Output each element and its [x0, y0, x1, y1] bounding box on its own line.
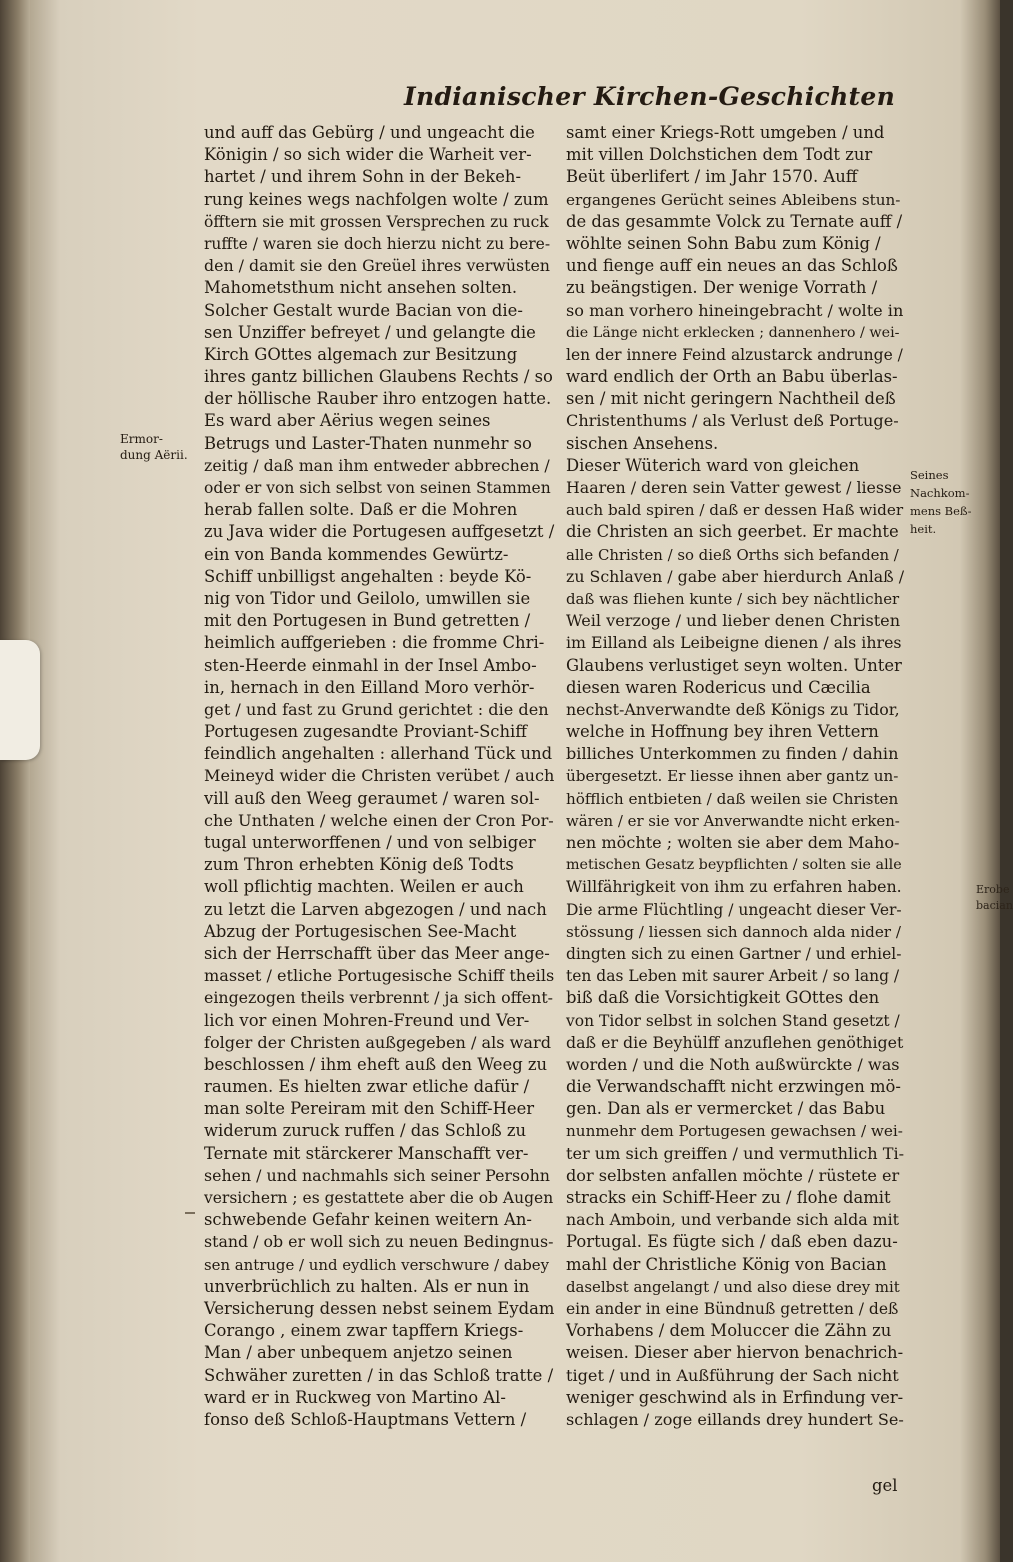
margin-dash-mark — [185, 1212, 195, 1214]
text-line: Glaubens verlustiget seyn wolten. Unter — [566, 655, 902, 675]
text-line: nen möchte ; wolten sie aber dem Maho- — [566, 833, 900, 852]
text-line: und fienge auff ein neues an das Schloß — [566, 256, 898, 276]
text-line: wöhlte seinen Sohn Babu zum König / — [566, 233, 881, 253]
text-line: Haaren / deren sein Vatter gewest / liesse — [566, 478, 902, 497]
text-line: eingezogen theils verbrennt / ja sich offent- — [204, 988, 554, 1008]
text-line: Kirch GOttes algemach zur Besitzung — [204, 344, 518, 364]
book-binding — [0, 0, 30, 1562]
text-line: Man / aber unbequem anjetzo seinen — [204, 1343, 513, 1363]
margin-note-right — [910, 468, 972, 540]
text-line: ergangenes Gerücht seines Ableibens stun- — [566, 190, 901, 209]
text-line: nach Amboin, und verbande sich alda mit — [566, 1210, 900, 1230]
text-line: nig von Tidor und Geilolo, umwillen sie — [204, 588, 531, 608]
text-line: stracks ein Schiff-Heer zu / flohe damit — [566, 1188, 891, 1207]
text-line: ein von Banda kommendes Gewürtz- — [204, 544, 509, 564]
text-line: Versicherung dessen nebst seinem Eydam — [204, 1298, 555, 1318]
text-line: ward er in Ruckweg von Martino Al- — [204, 1387, 506, 1407]
text-line: ward endlich der Orth an Babu überlas- — [566, 367, 898, 387]
text-line: sen / mit nicht geringern Nachtheil deß — [566, 389, 896, 409]
text-line: tiget / und in Außführung der Sach nicht — [566, 1365, 899, 1385]
text-line: Portugesen zugesandte Proviant-Schiff — [204, 722, 527, 742]
text-line: Solcher Gestalt wurde Bacian von die- — [204, 300, 523, 320]
text-line: daß was fliehen kunte / sich bey nächtlicher — [566, 589, 900, 608]
left-text-column — [204, 122, 554, 1431]
text-line: tugal unterworffenen / und von selbiger — [204, 833, 536, 852]
text-line: übergesetzt. Er liesse ihnen aber gantz un- — [566, 767, 899, 786]
page-tab-marker — [0, 640, 40, 760]
text-line: get / und fast zu Grund gerichtet : die den — [204, 699, 549, 719]
text-line: in, hernach in den Eilland Moro verhör- — [204, 677, 535, 697]
text-line: woll pflichtig machten. Weilen er auch — [204, 877, 524, 897]
text-line: dor selbsten anfallen möchte / rüstete er — [566, 1165, 900, 1185]
text-line: zum Thron erhebten König deß Todts — [204, 855, 514, 875]
margin-note-line: Ermor- — [120, 432, 163, 446]
text-line: biß daß die Vorsichtigkeit GOttes den — [566, 988, 880, 1008]
text-line: Willfährigkeit von ihm zu erfahren haben. — [566, 877, 902, 897]
margin-note-line: heit. — [910, 522, 937, 536]
text-line: Es ward aber Aërius wegen seines — [204, 411, 491, 431]
text-line: mit villen Dolchstichen dem Todt zur — [566, 145, 873, 165]
text-line: zu Schlaven / gabe aber hierdurch Anlaß / — [566, 566, 905, 586]
text-line: de das gesammte Volck zu Ternate auff / — [566, 211, 903, 231]
text-line: Mahometsthum nicht ansehen solten. — [204, 278, 518, 298]
text-line: schlagen / zoge eillands drey hundert Se- — [566, 1409, 904, 1429]
margin-note-left — [120, 432, 188, 464]
text-line: billiches Unterkommen zu finden / dahin — [566, 744, 899, 764]
text-line: Corango , einem zwar tapffern Kriegs- — [204, 1321, 524, 1341]
text-line: ter um sich greiffen / und vermuthlich Ti- — [566, 1143, 905, 1163]
text-line: lich vor einen Mohren-Freund und Ver- — [204, 1010, 530, 1030]
text-line: sischen Ansehens. — [566, 433, 719, 453]
text-line: beschlossen / ihm eheft auß den Weeg zu — [204, 1054, 548, 1074]
text-line: Meineyd wider die Christen verübet / auch — [204, 766, 555, 786]
text-line: sten-Heerde einmahl in der Insel Ambo- — [204, 655, 537, 675]
text-line: Beüt überlifert / im Jahr 1570. Auff — [566, 167, 858, 187]
text-line: ruffte / waren sie doch hierzu nicht zu bere- — [204, 234, 551, 253]
text-line: metischen Gesatz beypflichten / solten sie alle — [566, 857, 902, 874]
text-line: und auff das Gebürg / und ungeacht die — [204, 123, 535, 142]
text-line: weniger geschwind als in Erfindung ver- — [566, 1387, 904, 1407]
margin-note-line: dung Aërii. — [120, 448, 188, 462]
text-line: fonso deß Schloß-Hauptmans Vettern / — [204, 1409, 527, 1429]
text-line: worden / und die Noth außwürckte / was — [566, 1054, 900, 1074]
text-line: Die arme Flüchtling / ungeacht dieser Ver- — [566, 900, 902, 919]
text-line: daselbst angelangt / und also diese drey mit — [566, 1277, 900, 1296]
margin-note-line: mens Beß- — [910, 504, 972, 518]
text-line: ihres gantz billichen Glaubens Rechts / so — [204, 367, 553, 387]
text-line: auch bald spiren / daß er dessen Haß wider — [566, 501, 904, 520]
text-line: alle Christen / so dieß Orths sich befanden / — [566, 545, 899, 564]
margin-note-line: Erobe — [976, 883, 1010, 896]
text-line: len der innere Feind alzustarck andrunge / — [566, 345, 903, 364]
text-line: welche in Hoffnung bey ihren Vettern — [566, 722, 879, 742]
running-head: Indianischer Kirchen-Geschichten — [404, 82, 896, 111]
text-line: versichern ; es gestattete aber die ob Augen — [204, 1189, 554, 1207]
text-line: che Unthaten / welche einen der Cron Por- — [204, 810, 554, 830]
text-line: nunmehr dem Portugesen gewachsen / wei- — [566, 1122, 903, 1141]
text-line: den / damit sie den Greüel ihres verwüsten — [204, 256, 550, 276]
text-line: ten das Leben mit saurer Arbeit / so lang / — [566, 967, 900, 986]
text-line: daß er die Beyhülff anzuflehen genöthiget — [566, 1032, 904, 1052]
margin-note-line: Nachkom- — [910, 486, 970, 500]
text-line: zeitig / daß man ihm entweder abbrechen / — [204, 455, 550, 475]
text-line: zu beängstigen. Der wenige Vorrath / — [566, 278, 878, 298]
text-line: von Tidor selbst in solchen Stand gesetzt / — [566, 1011, 900, 1030]
text-line: vill auß den Weeg geraumet / waren sol- — [204, 788, 540, 808]
text-line: samt einer Kriegs-Rott umgeben / und — [566, 123, 885, 142]
text-line: sehen / und nachmahls sich seiner Persohn — [204, 1165, 550, 1185]
text-line: rung keines wegs nachfolgen wolte / zum — [204, 189, 549, 209]
text-line: Portugal. Es fügte sich / daß eben dazu- — [566, 1232, 898, 1252]
text-line: dingten sich zu einen Gartner / und erhiel- — [566, 944, 902, 963]
catchword: gel — [872, 1476, 898, 1495]
text-line: die Länge nicht erklecken ; dannenhero / wei- — [566, 324, 900, 341]
text-line: unverbrüchlich zu halten. Als er nun in — [204, 1276, 530, 1296]
margin-note-line: Seines — [910, 468, 949, 482]
text-line: der höllische Rauber ihro entzogen hatte. — [204, 389, 552, 409]
text-line: man solte Pereiram mit den Schiff-Heer — [204, 1099, 535, 1119]
text-line: stand / ob er woll sich zu neuen Bedingnus- — [204, 1232, 554, 1252]
text-line: die Verwandschafft nicht erzwingen mö- — [566, 1077, 901, 1097]
text-line: hartet / und ihrem Sohn in der Bekeh- — [204, 167, 522, 187]
text-line: Betrugs und Laster-Thaten nunmehr so — [204, 433, 532, 453]
text-line: weisen. Dieser aber hiervon benachrich- — [566, 1343, 904, 1363]
text-line: wären / er sie vor Anverwandte nicht erken- — [566, 811, 900, 830]
text-line: heimlich auffgerieben : die fromme Chri- — [204, 633, 545, 653]
text-line: so man vorhero hineingebracht / wolte in — [566, 300, 904, 320]
text-line: Schwäher zuretten / in das Schloß tratte / — [204, 1365, 554, 1385]
text-line: feindlich angehalten : allerhand Tück und — [204, 744, 553, 764]
text-line: zu letzt die Larven abgezogen / und nach — [204, 899, 547, 919]
text-line: die Christen an sich geerbet. Er machte — [566, 522, 899, 542]
margin-note-far-right — [976, 882, 1013, 914]
text-line: Abzug der Portugesischen See-Macht — [204, 921, 517, 941]
text-line: sen Unziffer befreyet / und gelangte die — [204, 322, 536, 342]
text-line: öfftern sie mit grossen Versprechen zu ruck — [204, 212, 549, 231]
text-line: mit den Portugesen in Bund getretten / — [204, 611, 531, 631]
text-line: oder er von sich selbst von seinen Stammen — [204, 479, 551, 497]
text-line: gen. Dan als er vermercket / das Babu — [566, 1099, 886, 1119]
text-line: Schiff unbilligst angehalten : beyde Kö- — [204, 566, 532, 586]
text-line: Vorhabens / dem Moluccer die Zähn zu — [566, 1321, 892, 1341]
text-line: sich der Herrschafft über das Meer ange- — [204, 943, 550, 963]
text-line: im Eilland als Leibeigne dienen / als ihres — [566, 633, 902, 653]
text-line: stössung / liessen sich dannoch alda nider / — [566, 922, 902, 941]
text-line: zu Java wider die Portugesen auffgesetzt / — [204, 522, 555, 542]
text-line: masset / etliche Portugesische Schiff theils — [204, 966, 555, 986]
text-line: Ternate mit stärckerer Manschafft ver- — [204, 1143, 529, 1163]
text-line: schwebende Gefahr keinen weitern An- — [204, 1210, 532, 1230]
text-line: Dieser Wüterich ward von gleichen — [566, 455, 860, 475]
text-line: folger der Christen außgegeben / als ward — [204, 1032, 552, 1052]
text-line: widerum zuruck ruffen / das Schloß zu — [204, 1121, 527, 1141]
text-line: Christenthums / als Verlust deß Portuge- — [566, 411, 899, 431]
text-line: raumen. Es hielten zwar etliche dafür / — [204, 1077, 530, 1097]
right-text-column — [566, 122, 904, 1431]
margin-note-line: bacian — [976, 899, 1013, 912]
text-line: nechst-Anverwandte deß Königs zu Tidor, — [566, 699, 900, 719]
text-line: herab fallen solte. Daß er die Mohren — [204, 500, 518, 520]
text-line: diesen waren Rodericus und Cæcilia — [566, 677, 871, 697]
text-line: Weil verzoge / und lieber denen Christen — [566, 611, 901, 631]
text-line: sen antruge / und eydlich verschwure / dabey — [204, 1255, 549, 1274]
text-line: Königin / so sich wider die Warheit ver- — [204, 145, 532, 165]
text-line: ein ander in eine Bündnuß getretten / deß — [566, 1299, 899, 1318]
text-line: höfflich entbieten / daß weilen sie Christen — [566, 789, 899, 808]
text-line: mahl der Christliche König von Bacian — [566, 1254, 887, 1274]
